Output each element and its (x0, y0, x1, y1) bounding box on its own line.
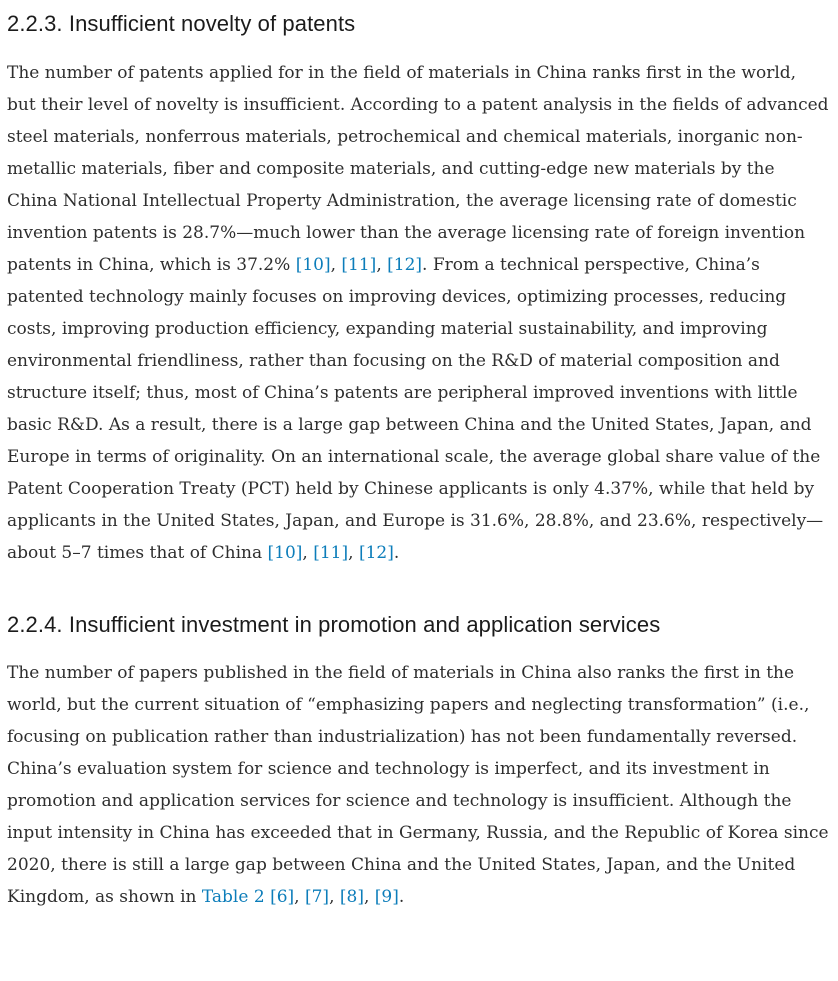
citation-link-6[interactable]: [6] (270, 887, 295, 908)
citation-link-9[interactable]: [9] (374, 887, 399, 908)
paragraph-text: , (376, 254, 388, 275)
paragraph-text: . (393, 542, 400, 563)
paragraph-text: . From a technical perspective, China’s patented technology mainly focuses on improving devices, optimizing processes, reducing costs, improving production efficiency, expanding material sustainability, and improving environmental friendliness, rather than focusing on the R&D of material composition and structure itself; thus, most of China’s patents are peripheral improved inventions with little basic R&D. As a result, there is a large gap between China and the United States, Japan, and Europe in terms of originality. On an international scale, the average global share value of the Patent Cooperation Treaty (PCT) held by Chinese applicants is only 4.37%, while that held by applicants in the United States, Japan, and Europe is 31.6%, 28.8%, and 23.6%, respectively—about 5–7 times that of China (7, 254, 824, 563)
citation-link-7[interactable]: [7] (304, 887, 330, 908)
section-2-2-4 (7, 611, 830, 914)
paragraph-text: The number of patents applied for in the field of materials in China ranks first in the world, but their level of novelty is insufficient. According to a patent analysis in the fields of advanced steel materials, nonferrous materials, petrochemical and chemical materials, inorganic non-metallic materials, fiber and composite materials, and cutting-edge new materials by the China National Intellectual Property Administration, the average licensing rate of domestic invention patents is 28.7%—much lower than the average licensing rate of foreign invention patents in China, which is 37.2% (7, 62, 829, 275)
citation-link-12[interactable]: [12] (358, 542, 394, 563)
paragraph-text: , (330, 254, 342, 275)
paragraph-text: , (329, 887, 340, 908)
citation-link-10[interactable]: [10] (295, 254, 331, 275)
paragraph-text: The number of papers published in the field of materials in China also ranks the first in the world, but the current situation of “emphasizing papers and neglecting transformation” (i.e., focusing on publication rather than industrialization) has not been fundamentally reversed. China’s evaluation system for science and technology is imperfect, and its investment in promotion and application services for science and technology is insufficient. Although the input intensity in China has exceeded that in Germany, Russia, and the Republic of Korea since 2020, there is still a large gap between China and the United States, Japan, and the United Kingdom, as shown in (7, 663, 829, 908)
section-2-2-3 (7, 10, 830, 569)
citation-link-8[interactable]: [8] (339, 887, 364, 908)
paragraph-text: , (294, 887, 305, 908)
section-heading-2-2-4: 2.2.4. Insufficient investment in promotion and application services (7, 611, 661, 637)
section-heading-2-2-3: 2.2.3. Insufficient novelty of patents (7, 11, 356, 36)
citation-link-11[interactable]: [11] (313, 542, 349, 563)
paragraph-text: , (302, 542, 314, 563)
paragraph-2-2-3 (7, 57, 830, 569)
paragraph-text: , (348, 542, 359, 563)
paragraph-text: . (398, 887, 405, 908)
citation-link-10[interactable]: [10] (267, 542, 303, 563)
paragraph-2-2-4 (7, 657, 830, 913)
table-2-link[interactable]: Table 2 (201, 887, 265, 908)
citation-link-11[interactable]: [11] (341, 254, 377, 275)
citation-link-12[interactable]: [12] (387, 254, 423, 275)
paragraph-text: , (363, 887, 375, 908)
